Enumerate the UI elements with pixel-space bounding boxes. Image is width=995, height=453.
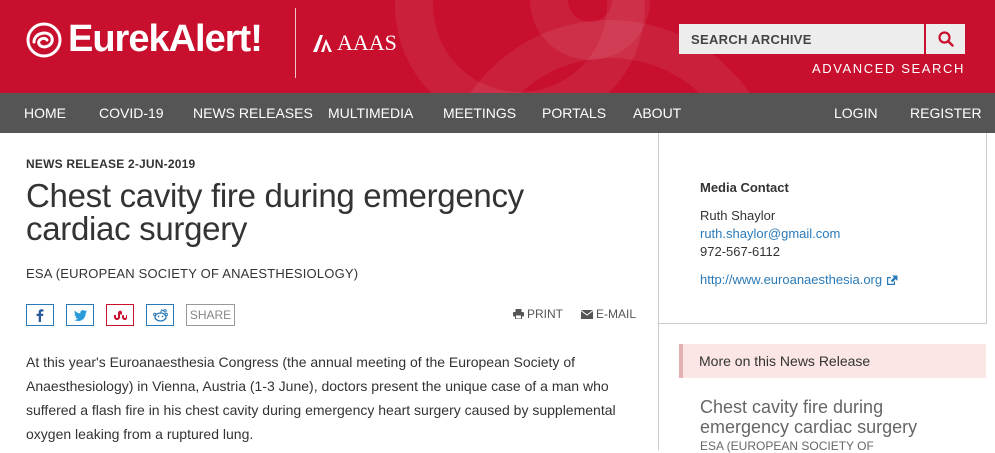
media-contact-box xyxy=(659,133,987,324)
nav-meetings[interactable]: MEETINGS xyxy=(443,105,517,121)
search-button[interactable] xyxy=(926,24,965,54)
facebook-icon xyxy=(36,309,44,322)
stumbleupon-icon xyxy=(113,310,127,320)
nav-about[interactable]: ABOUT xyxy=(633,105,682,121)
nav-portals[interactable]: PORTALS xyxy=(542,105,607,121)
search-icon xyxy=(938,31,954,47)
site-header xyxy=(0,0,995,93)
header-divider xyxy=(295,8,296,78)
email-label: E-MAIL xyxy=(596,307,637,321)
contact-website-link[interactable] xyxy=(700,272,898,287)
reddit-icon xyxy=(153,309,168,322)
release-date: NEWS RELEASE 2-JUN-2019 xyxy=(26,157,196,171)
nav-covid-19[interactable]: COVID-19 xyxy=(99,105,164,121)
email-button[interactable] xyxy=(581,307,636,321)
search-bar xyxy=(679,24,965,54)
related-release-org: ESA (EUROPEAN SOCIETY OF xyxy=(700,439,874,453)
contact-name: Ruth Shaylor xyxy=(700,208,776,223)
envelope-icon xyxy=(581,310,593,319)
nav-news-releases[interactable]: NEWS RELEASES xyxy=(193,105,313,121)
media-contact-heading: Media Contact xyxy=(700,180,789,195)
print-label: PRINT xyxy=(527,307,563,321)
nav-register[interactable]: REGISTER xyxy=(910,105,982,121)
search-input[interactable] xyxy=(679,24,924,54)
nav-login[interactable]: LOGIN xyxy=(834,105,878,121)
advanced-search-link[interactable]: ADVANCED SEARCH xyxy=(811,61,965,76)
external-link-icon xyxy=(886,275,898,285)
aaas-logo[interactable] xyxy=(312,30,397,56)
twitter-icon xyxy=(74,310,87,321)
swirl-logo-icon xyxy=(26,22,62,58)
nav-multimedia[interactable]: MULTIMEDIA xyxy=(328,105,414,121)
printer-icon xyxy=(513,309,524,319)
print-button[interactable] xyxy=(513,307,563,321)
print-email-actions xyxy=(513,307,636,321)
contact-phone: 972-567-6112 xyxy=(700,244,780,259)
contact-website-text: http://www.euroanaesthesia.org xyxy=(700,272,883,287)
nav-home[interactable]: HOME xyxy=(24,105,66,121)
aaas-text: AAAS xyxy=(337,30,397,55)
sidebar xyxy=(658,133,995,453)
related-release-title[interactable]: Chest cavity fire during emergency cardiac surgery xyxy=(700,397,918,437)
reddit-share-button[interactable] xyxy=(146,304,174,326)
article-title: Chest cavity fire during emergency cardiac surgery xyxy=(26,177,524,247)
contact-email-link[interactable]: ruth.shaylor@gmail.com xyxy=(700,226,841,241)
more-on-release-header xyxy=(679,344,986,378)
logo-text: EurekAlert! xyxy=(68,18,262,60)
article-body: At this year's Euroanaesthesia Congress (the annual meeting of the European Society of Anaesthesiology) in Vienna, Austria (1-3 June), doctors present the unique case of a man who suffered a flash fire in his chest cavity during emergency heart surgery caused by supplemental oxygen leaking from a ruptured lung. xyxy=(26,354,616,442)
stumbleupon-share-button[interactable] xyxy=(106,304,134,326)
more-on-release-label: More on this News Release xyxy=(699,353,871,369)
eurekalert-logo[interactable] xyxy=(26,18,262,61)
share-buttons xyxy=(26,304,235,326)
share-button[interactable]: SHARE xyxy=(186,304,235,326)
main-nav xyxy=(0,93,995,133)
facebook-share-button[interactable] xyxy=(26,304,54,326)
twitter-share-button[interactable] xyxy=(66,304,94,326)
aaas-mark-icon xyxy=(312,33,334,53)
article-organization: ESA (EUROPEAN SOCIETY OF ANAESTHESIOLOGY) xyxy=(26,266,359,281)
